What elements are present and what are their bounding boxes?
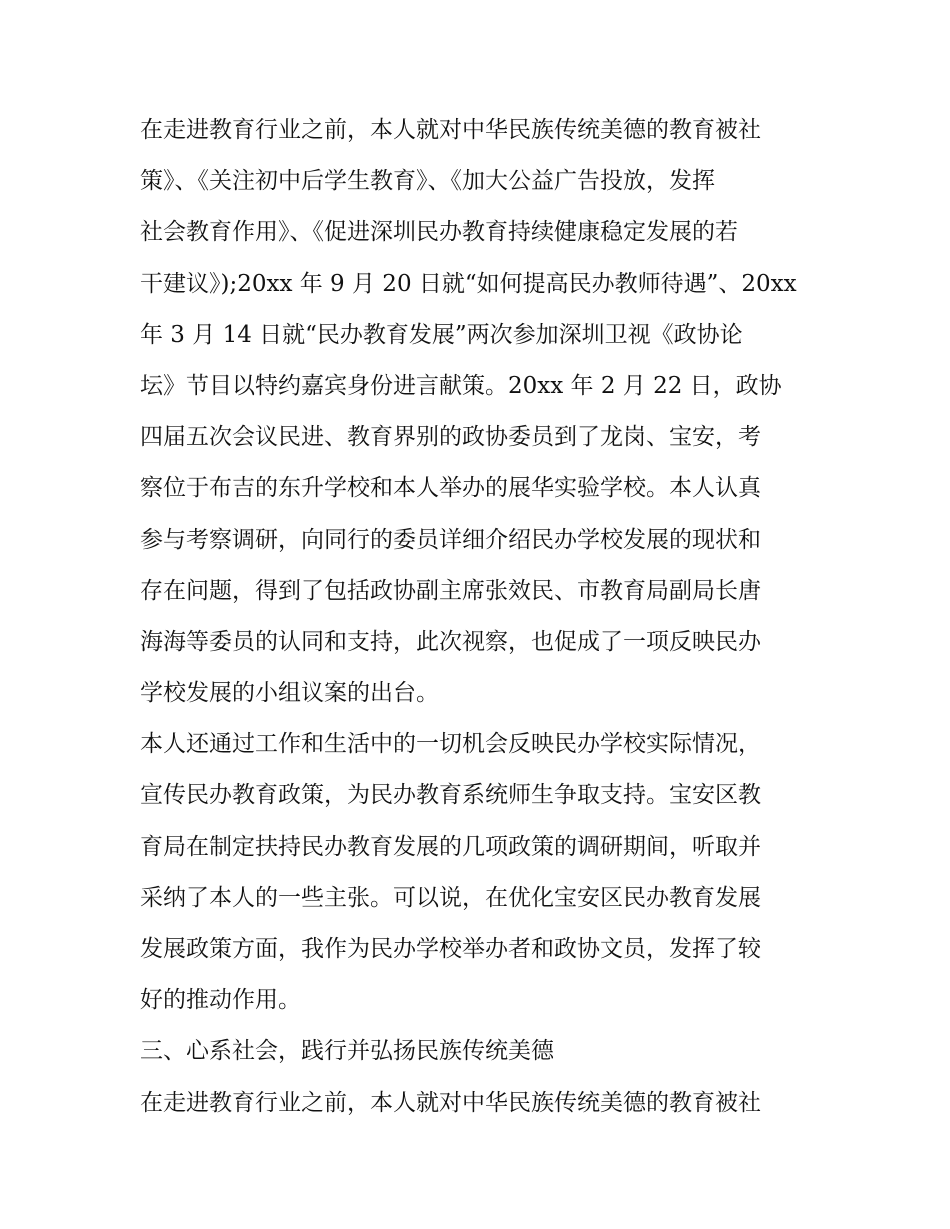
text-line: 采纳了本人的一些主张。可以说，在优化宝安区民办教育发展	[140, 884, 761, 911]
text-line: 干建议》);20xx 年 9 月 20 日就“如何提高民办教师待遇”、20xx	[140, 270, 797, 297]
text-line: 年 3 月 14 日就“民办教育发展”两次参加深圳卫视《政协论	[140, 321, 743, 348]
text-line: 海海等委员的认同和支持，此次视察，也促成了一项反映民办	[140, 628, 761, 655]
text-line: 社会教育作用》、《促进深圳民办教育持续健康稳定发展的若	[140, 219, 738, 246]
text-line: 发展政策方面，我作为民办学校举办者和政协文员，发挥了较	[140, 936, 761, 962]
text-line: 好的推动作用。	[140, 987, 301, 1014]
text-line: 坛》节目以特约嘉宾身份进言献策。20xx 年 2 月 22 日，政协	[140, 372, 782, 399]
text-line: 本人还通过工作和生活中的一切机会反映民办学校实际情况，	[140, 731, 761, 758]
section-heading: 三、心系社会，践行并弘扬民族传统美德	[140, 1038, 554, 1065]
text-line: 学校发展的小组议案的出台。	[140, 680, 439, 707]
text-line: 育局在制定扶持民办教育发展的几项政策的调研期间，听取并	[140, 833, 761, 860]
text-line: 宣传民办教育政策，为民办教育系统师生争取支持。宝安区教	[140, 782, 761, 809]
text-line: 四届五次会议民进、教育界别的政协委员到了龙岗、宝安，考	[140, 424, 761, 451]
text-line: 在走进教育行业之前，本人就对中华民族传统美德的教育被社	[140, 1089, 761, 1116]
document-body	[140, 105, 820, 1129]
text-line: 存在问题，得到了包括政协副主席张效民、市教育局副局长唐	[140, 577, 761, 604]
text-line: 策》、《关注初中后学生教育》、《加大公益广告投放，发挥	[140, 168, 715, 195]
text-line: 参与考察调研，向同行的委员详细介绍民办学校发展的现状和	[140, 526, 761, 553]
text-line: 在走进教育行业之前，本人就对中华民族传统美德的教育被社	[140, 117, 761, 143]
text-line: 察位于布吉的东升学校和本人举办的展华实验学校。本人认真	[140, 475, 761, 502]
